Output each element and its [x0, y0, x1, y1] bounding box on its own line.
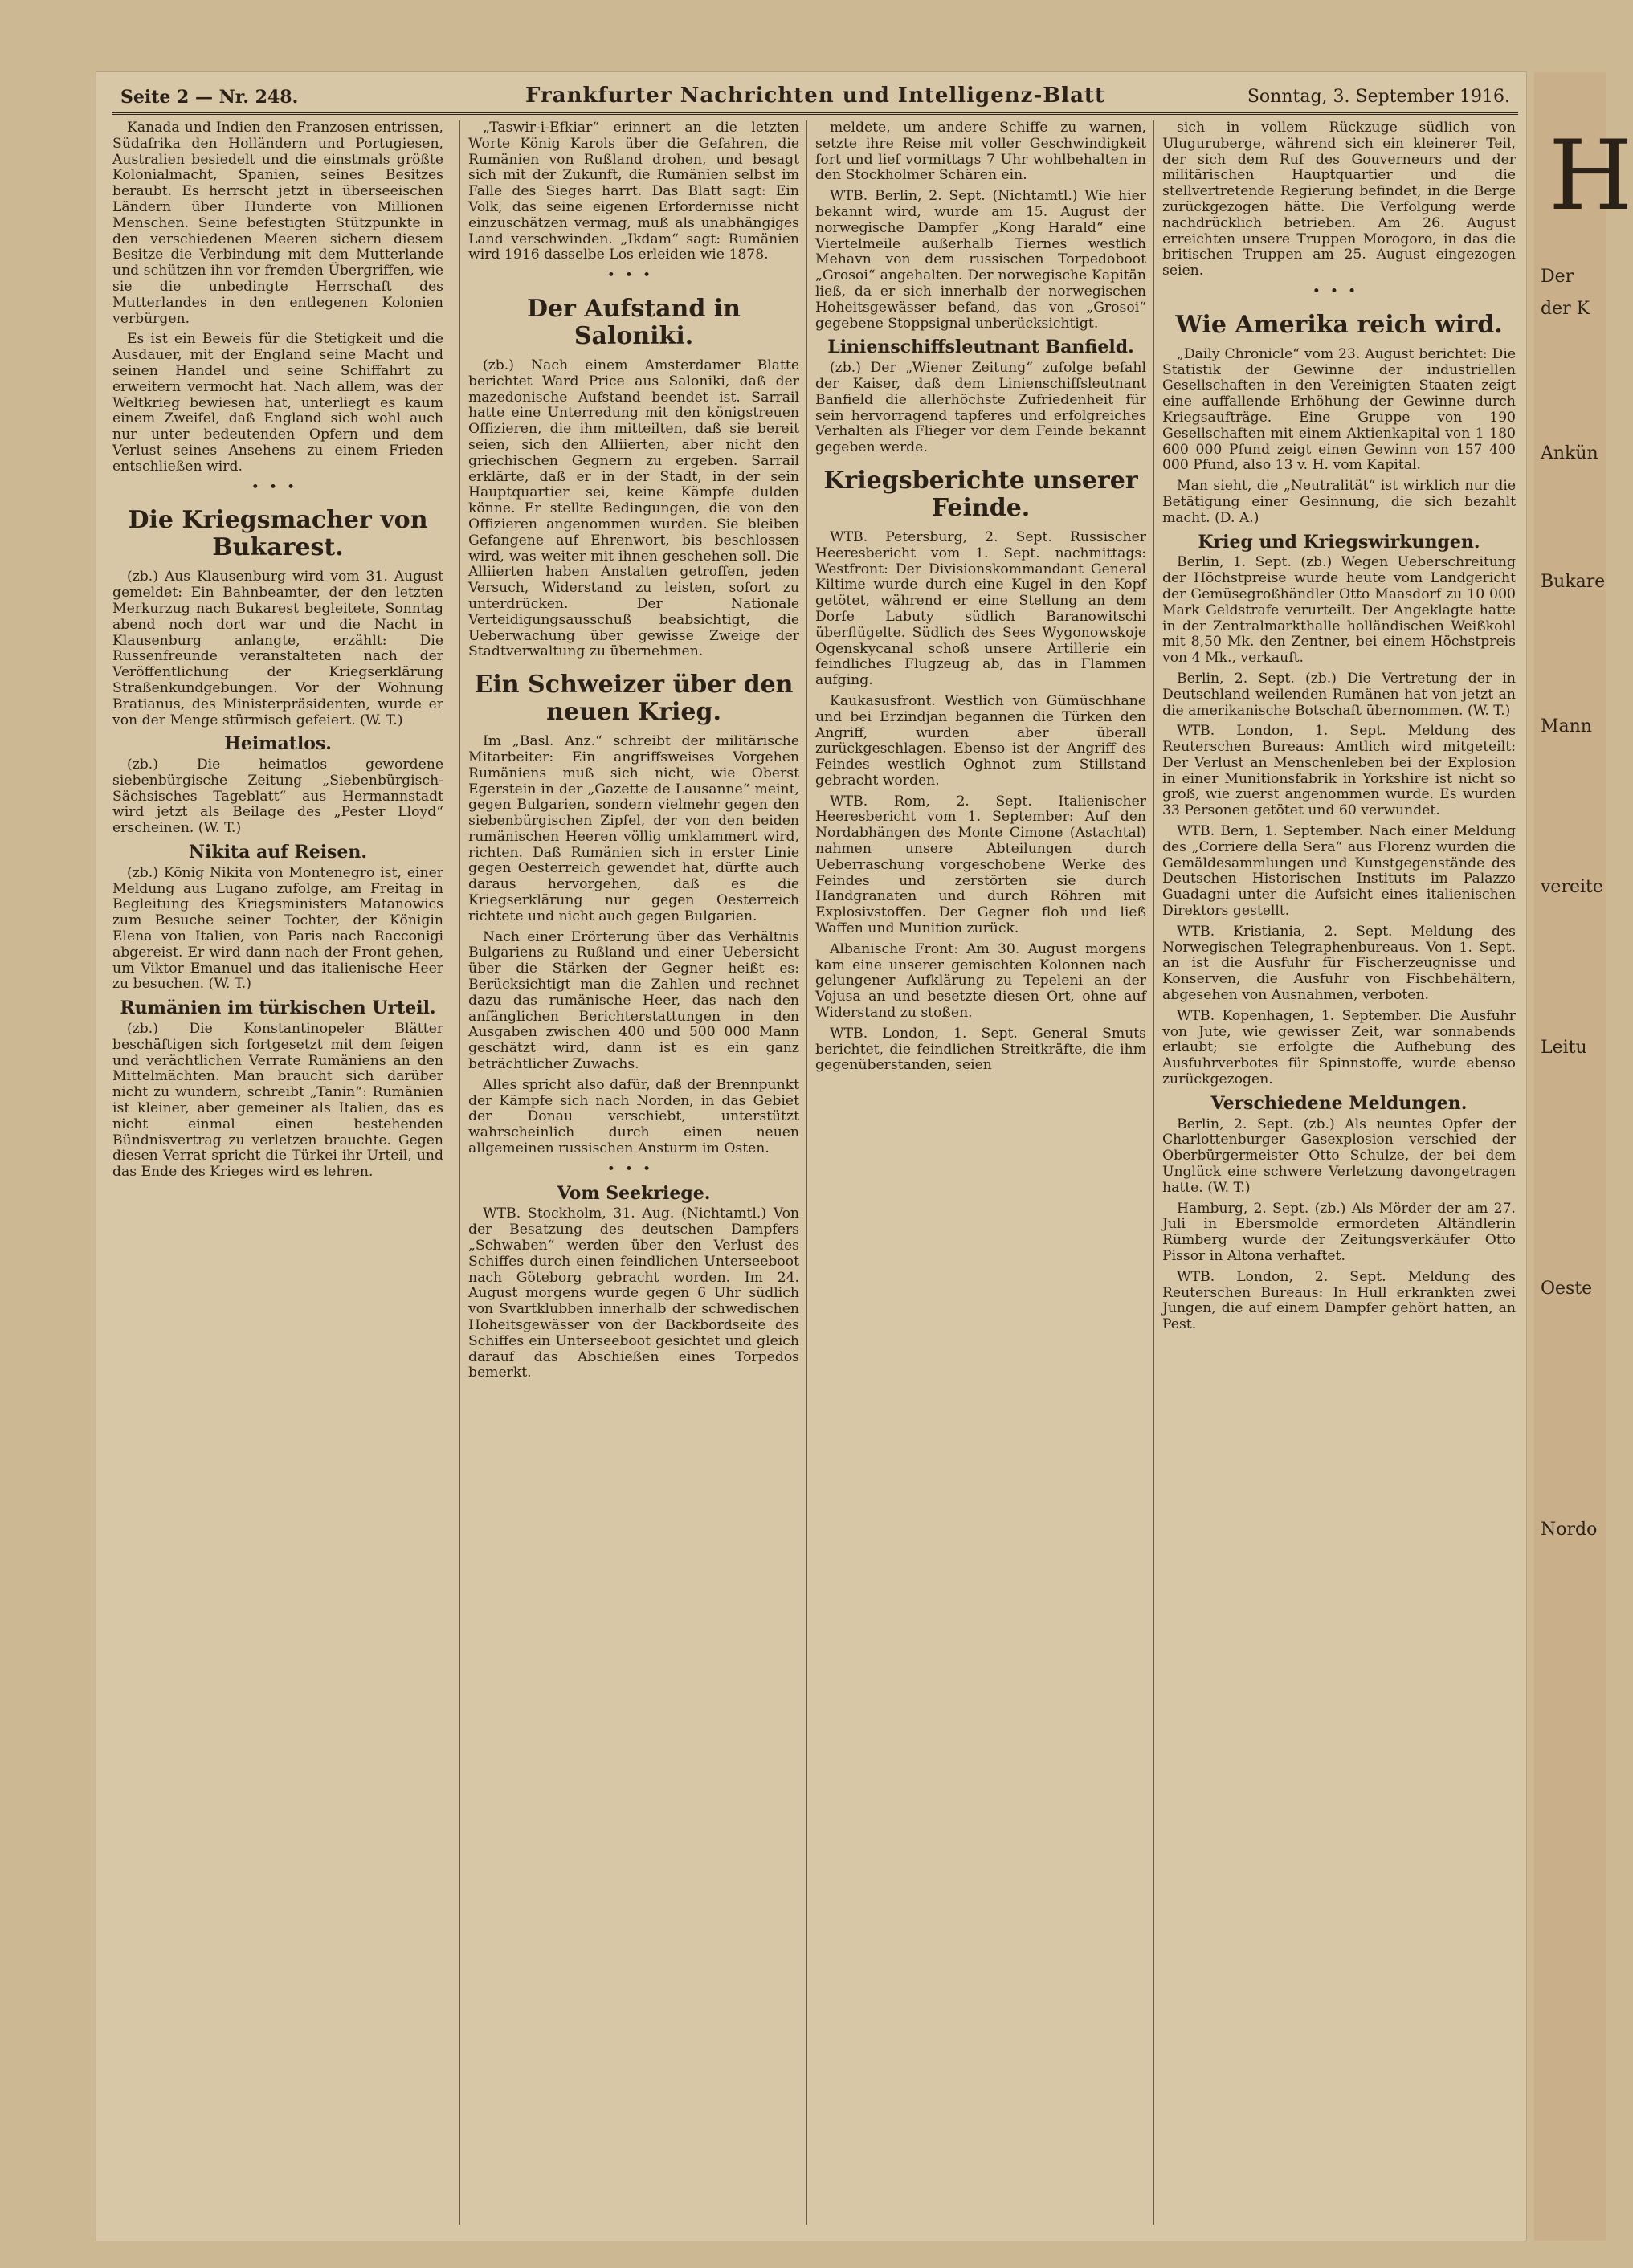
- adjacent-page-strip: [1534, 72, 1633, 2241]
- article-paragraph: WTB. Rom, 2. Sept. Italienischer Heeresbericht vom 1. September: Auf den Nordabhängen des Monte Cimone (Astachtal) nahmen unsere Abteilungen durch Ueberraschung vorgeschobene Werke des Feindes und zerstörten sie durch Handgranaten und durch Röhren mit Explosivstoffen. Der Gegner floh und ließ Waffen und Munition zurück.: [815, 793, 1146, 937]
- article-paragraph: WTB. Bern, 1. September. Nach einer Meldung des „Corriere della Sera“ aus Florenz wurden die Gemäldesammlungen und Kunstgegenstände des Deutschen Historischen Instituts im Palazzo Guadagni unter die Aufsicht eines italienischen Direktors gestellt.: [1162, 823, 1516, 920]
- section-divider: •••: [251, 479, 305, 496]
- column-4: [1153, 120, 1516, 2225]
- article-headline: Kriegsberichte unserer Feinde.: [823, 466, 1138, 522]
- article-paragraph: WTB. London, 1. Sept. General Smuts berichtet, die feindlichen Streitkräfte, die ihm gegenüberstanden, seien: [815, 1025, 1146, 1074]
- adjacent-text-line: vereite: [1541, 877, 1603, 897]
- article-paragraph: WTB. London, 2. Sept. Meldung des Reuterschen Bureaus: In Hull erkrankten zwei Jungen, die auf einem Dampfer gehört hatten, an Pest.: [1162, 1268, 1516, 1333]
- article-headline: Heimatlos.: [224, 733, 332, 755]
- adjacent-text-line: der K: [1541, 299, 1590, 319]
- article-paragraph: (zb.) Nach einem Amsterdamer Blatte berichtet Ward Price aus Saloniki, daß der mazedonische Aufstand beendet ist. Sarrail hatte eine Unterredung mit den königstreuen Offizieren, die ihm mitteilten, daß sie bereit seien, sich den Alliierten, aber nicht den griechischen Gegnern zu ergeben. Sarrail erklärte, daß er in der Stadt, in der sein Hauptquartier sei, keine Kämpfe dulden könne. Er stellte Bedingungen, die von den Offizieren angenommen wurden. Sie bleiben Gefangene auf Ehrenwort, bis beschlossen wird, was weiter mit ihnen geschehen soll. Die Alliierten haben Anstalten getroffen, jeden Versuch, Widerstand zu leisten, sofort zu unterdrücken. Der Nationale Verteidigungsausschuß beabsichtigt, die Ueberwachung über gewisse Zweige der Stadtverwaltung zu übernehmen.: [468, 357, 799, 660]
- article-paragraph: Im „Basl. Anz.“ schreibt der militärische Mitarbeiter: Ein angriffsweises Vorgehen Rumäniens muß sich nicht, wie Oberst Egerstein in der „Gazette de Lausanne“ meint, gegen Bulgarien, sondern vielmehr gegen den siebenbürgischen Zipfel, der von den beiden rumänischen Heeren völlig umklammert wird, richten. Daß Rumänien sich in erster Linie gegen Oesterreich gewendet hat, dürfte auch daraus hervorgehen, daß es die Kriegserklärung nur gegen Oesterreich richtete und nicht auch gegen Bulgarien.: [468, 733, 799, 924]
- page-number: Seite 2 — Nr. 248.: [120, 87, 299, 108]
- section-divider: •••: [606, 267, 661, 284]
- article-paragraph: Berlin, 1. Sept. (zb.) Wegen Ueberschreitung der Höchstpreise wurde heute vom Landgericht der Gemüsegroßhändler Otto Maasdorf zu 10 000 Mark Geldstrafe verurteilt. Der Angeklagte hatte in der Zentralmarkthalle holländischen Weißkohl mit 8,50 Mk. den Zentner, bei einem Höchstpreis von 4 Mk., verkauft.: [1162, 554, 1516, 667]
- adjacent-text-line: Oeste: [1541, 1279, 1593, 1299]
- article-paragraph: (zb.) Der „Wiener Zeitung“ zufolge befahl der Kaiser, daß dem Linienschiffsleutnant Banfield die allerhöchste Zufriedenheit für sein hervorragend tapferes und erfolgreiches Verhalten als Flieger vor dem Feinde bekannt gegeben werde.: [815, 360, 1146, 456]
- article-paragraph: Kanada und Indien den Franzosen entrissen, Südafrika den Holländern und Portugiesen, Australien besiedelt und die einstmals größte Kolonialmacht, Spanien, seines Besitzes beraubt. Es herrscht jetzt in überseeischen Ländern über Hunderte von Millionen Menschen. Seine befestigten Stützpunkte in den verschiedenen Meeren sichern diesem Besitze die Verbindung mit dem Mutterlande und schützen ihn vor fremden Übergriffen, wie sie die unbedingte Herrschaft des Mutterlandes in den entlegenen Kolonien verbürgen.: [112, 120, 443, 327]
- article-headline: Linienschiffsleutnant Banfield.: [827, 337, 1134, 358]
- article-paragraph: Albanische Front: Am 30. August morgens kam eine unserer gemischten Kolonnen nach gelungener Aufklärung zu Tepeleni an der Vojusa an und besetzte diesen Ort, ohne auf Widerstand zu stoßen.: [815, 940, 1146, 1022]
- article-paragraph: Berlin, 2. Sept. (zb.) Als neuntes Opfer der Charlottenburger Gasexplosion verschied der Oberbürgermeister Otto Schulze, der bei dem Unglück eine schwere Verletzung davongetragen hatte. (W. T.): [1162, 1116, 1516, 1196]
- section-divider: •••: [606, 1161, 661, 1177]
- article-paragraph: Man sieht, die „Neutralität“ ist wirklich nur die Betätigung einer Gesinnung, die sich bezahlt macht. (D. A.): [1162, 478, 1516, 526]
- article-paragraph: (zb.) Die heimatlos gewordene siebenbürgische Zeitung „Siebenbürgisch-Sächsisches Tageblatt“ aus Hermannstadt wird jetzt als Beilage des „Pester Lloyd“ erscheinen. (W. T.): [112, 757, 443, 837]
- article-paragraph: Es ist ein Beweis für die Stetigkeit und die Ausdauer, mit der England seine Macht und seinen Handel und seine Schiffahrt zu erweitern vermocht hat. Nach allem, was der Weltkrieg bewiesen hat, unterliegt es kaum einem Zweifel, daß England sich wohl auch nur unter bedeutenden Opfern und dem Verlust seines Ansehens zu einem Frieden entschließen wird.: [112, 331, 443, 475]
- column-3: [806, 120, 1146, 2225]
- article-headline: Verschiedene Meldungen.: [1210, 1092, 1468, 1114]
- article-headline: Der Aufstand in Saloniki.: [527, 294, 741, 350]
- article-paragraph: (zb.) Die Konstantinopeler Blätter beschäftigen sich fortgesetzt mit dem feigen und verächtlichen Verrate Rumäniens an den Mittelmächten. Man braucht sich darüber nicht zu wundern, schreibt „Tanin“: Rumänien ist kleiner, aber gemeiner als Italien, das es nicht einmal einen bestehenden Bündnisvertrag zu verletzen brauchte. Gegen diesen Verrat spricht die Türkei ihr Urteil, und das Ende des Krieges wird es lehren.: [112, 1021, 443, 1181]
- adjacent-text-line: Der: [1541, 267, 1574, 287]
- article-paragraph: sich in vollem Rückzuge südlich von Uluguruberge, während sich ein kleinerer Teil, der sich dem Ruf des Gouverneurs und der militärischen Hauptquartier und die stellvertretende Regierung befindet, in die Berge zurückgezogen hätte. Die Verfolgung werde nachdrücklich betrieben. Am 26. August erreichten unsere Truppen Morogoro, in das die britischen Truppen am 25. August eingezogen seien.: [1162, 120, 1516, 279]
- article-headline: Wie Amerika reich wird.: [1175, 310, 1503, 339]
- adjacent-text-line: Ankün: [1541, 443, 1598, 463]
- article-paragraph: Berlin, 2. Sept. (zb.) Die Vertretung der in Deutschland weilenden Rumänen hat von jetzt an die amerikanische Botschaft übernommen. (W. T.): [1162, 670, 1516, 719]
- article-paragraph: Hamburg, 2. Sept. (zb.) Als Mörder der am 27. Juli in Ebersmolde ermordeten Altändlerin Rümberg wurde der Zeitungsverkäufer Otto Pissor in Altona verhaftet.: [1162, 1200, 1516, 1264]
- article-paragraph: WTB. Kristiania, 2. Sept. Meldung des Norwegischen Telegraphenbureaus. Von 1. Sept. an ist die Ausfuhr für Fischerzeugnisse und Konserven, die Ausfuhr von Fischbehältern, abgesehen von Ausnahmen, verboten.: [1162, 923, 1516, 1004]
- article-paragraph: (zb.) König Nikita von Montenegro ist, einer Meldung aus Lugano zufolge, am Freitag in Begleitung des Kriegsministers Matanowics zum Besuche seiner Tochter, der Königin Elena von Italien, von Paris nach Racconigi abgereist. Er wird dann nach der Front gehen, um Viktor Emanuel und das italienische Heer zu besuchen. (W. T.): [112, 864, 443, 993]
- adjacent-text-line: Bukare: [1541, 572, 1606, 592]
- article-paragraph: Kaukasusfront. Westlich von Gümüschhane und bei Erzindjan begannen die Türken den Angriff, wurden aber überall zurückgeschlagen. Ebenso ist der Angriff des Feindes westlich Oghnot zum Stillstand gebracht worden.: [815, 692, 1146, 789]
- article-paragraph: Alles spricht also dafür, daß der Brennpunkt der Kämpfe sich nach Norden, in das Gebiet der Donau verschiebt, unterstützt wahrscheinlich durch einen neuen allgemeinen russischen Ansturm im Osten.: [468, 1076, 799, 1157]
- article-paragraph: „Taswir-i-Efkiar“ erinnert an die letzten Worte König Karols über die Gefahren, die Rumänien von Rußland drohen, und besagt sich mit der Zukunft, die Rumänien selbst im Falle des Sieges harrt. Das Blatt sagt: Ein Volk, das seine eigenen Erfordernisse nicht einzuschätzen vermag, muß als unabhängiges Land verschwinden. „Ikdam“ sagt: Rumänien wird 1916 dasselbe Los erleiden wie 1878.: [468, 120, 799, 263]
- article-paragraph: WTB. Stockholm, 31. Aug. (Nichtamtl.) Von der Besatzung des deutschen Dampfers „Schwaben“ werden über den Verlust des Schiffes durch einen feindlichen Unterseeboot nach Göteborg gebracht worden. Im 24. August morgens wurde gegen 6 Uhr südlich von Svartklubben innerhalb der schwedischen Hoheitsgewässer von der Backbordseite des Schiffes ein Unterseeboot gesichtet und gleich darauf das Abschießen eines Torpedos bemerkt.: [468, 1205, 799, 1381]
- adjacent-text-line: Nordo: [1541, 1519, 1598, 1540]
- article-paragraph: WTB. London, 1. Sept. Meldung des Reuterschen Bureaus: Amtlich wird mitgeteilt: Der Verlust an Menschenleben bei der Explosion in einer Munitionsfabrik in Yorkshire ist nicht so groß, wie zuerst angenommen wurde. Es wurden 33 Personen getötet und 60 verwundet.: [1162, 723, 1516, 819]
- article-headline: Krieg und Kriegswirkungen.: [1198, 531, 1480, 553]
- column-1: [112, 120, 443, 2225]
- article-paragraph: WTB. Petersburg, 2. Sept. Russischer Heeresbericht vom 1. Sept. nachmittags: Westfront: Der Divisionskommandant General Kiltime wurde durch eine Kugel in den Kopf getötet, während er eine Stellung an dem Dorfe Labuty südlich Baranowitschi überflügelte. Südlich des Sees Wygonowskoje Ogenskycanal schoß unsere Artillerie ein feindliches Flugzeug ab, das in Flammen aufging.: [815, 528, 1146, 689]
- article-headline: Ein Schweizer über den neuen Krieg.: [474, 671, 794, 727]
- newspaper-title: Frankfurter Nachrichten und Intelligenz-Blatt: [525, 84, 1105, 108]
- article-headline: Nikita auf Reisen.: [188, 842, 368, 863]
- article-paragraph: WTB. Kopenhagen, 1. September. Die Ausfuhr von Jute, wie gewisser Zeit, war sonnabends erlaubt; sie erfolgte die Aufhebung des Ausfuhrverbotes für Spinnstoffe, wurde ebenso zurückgezogen.: [1162, 1007, 1516, 1088]
- article-headline: Rumänien im türkischen Urteil.: [120, 997, 436, 1019]
- article-paragraph: (zb.) Aus Klausenburg wird vom 31. August gemeldet: Ein Bahnbeamter, der den letzten Merkurzug nach Bukarest begleitete, Sonntag abend noch dort war und die Nacht in Klausenburg anlangte, erzählt: Die Russenfreunde veranstalteten nach der Veröffentlichung der Kriegserklärung Straßenkundgebungen. Vor der Wohnung Bratianus, des Ministerpräsidenten, wurde er von der Menge stürmisch gefeiert. (W. T.): [112, 569, 443, 728]
- article-headline: Die Kriegsmacher von Bukarest.: [128, 506, 428, 562]
- section-divider: •••: [1312, 283, 1366, 300]
- adjacent-headline-letter: H: [1549, 120, 1633, 232]
- adjacent-text-line: Leitu: [1541, 1038, 1587, 1058]
- article-paragraph: Nach einer Erörterung über das Verhältnis Bulgariens zu Rußland und einer Uebersicht über die Stärken der Gegner heißt es: Berücksichtigt man die Zahlen und rechnet dazu das rumänische Heer, das nach den anfänglichen Berichterstattungen in den Ausgaben zwischen 400 und 500 000 Mann geschätzt wird, dann ist es ein ganz beträchtlicher Zuwachs.: [468, 928, 799, 1073]
- article-paragraph: „Daily Chronicle“ vom 23. August berichtet: Die Statistik der Gewinne der industriellen Gesellschaften in den Vereinigten Staaten zeigt eine auffallende Erhöhung der Gewinne durch Kriegsaufträge. Eine Gruppe von 190 Gesellschaften mit einem Aktienkapital von 1 180 600 000 Pfund zeigt einen Gewinn von 157 400 000 Pfund, also 13 v. H. vom Kapital.: [1162, 345, 1516, 474]
- article-headline: Vom Seekriege.: [557, 1182, 711, 1204]
- article-paragraph: meldete, um andere Schiffe zu warnen, setzte ihre Reise mit voller Geschwindigkeit fort und lief vormittags 7 Uhr wohlbehalten in den Stockholmer Schären ein.: [815, 120, 1146, 184]
- column-2: [459, 120, 799, 2225]
- article-paragraph: WTB. Berlin, 2. Sept. (Nichtamtl.) Wie hier bekannt wird, wurde am 15. August der norwegische Dampfer „Kong Harald“ eine Viertelmeile außerhalb Tiernes westlich Mehavn von dem russischen Torpedoboot „Grosoi“ angehalten. Der norwegische Kapitän ließ, da er sich innerhalb der norwegischen Hoheitsgewässer befand, das von „Grosoi“ gegebene Stoppsignal unberücksichtigt.: [815, 188, 1146, 332]
- masthead: [112, 80, 1518, 115]
- adjacent-text-line: Mann: [1541, 716, 1592, 736]
- issue-date: Sonntag, 3. September 1916.: [1247, 87, 1510, 107]
